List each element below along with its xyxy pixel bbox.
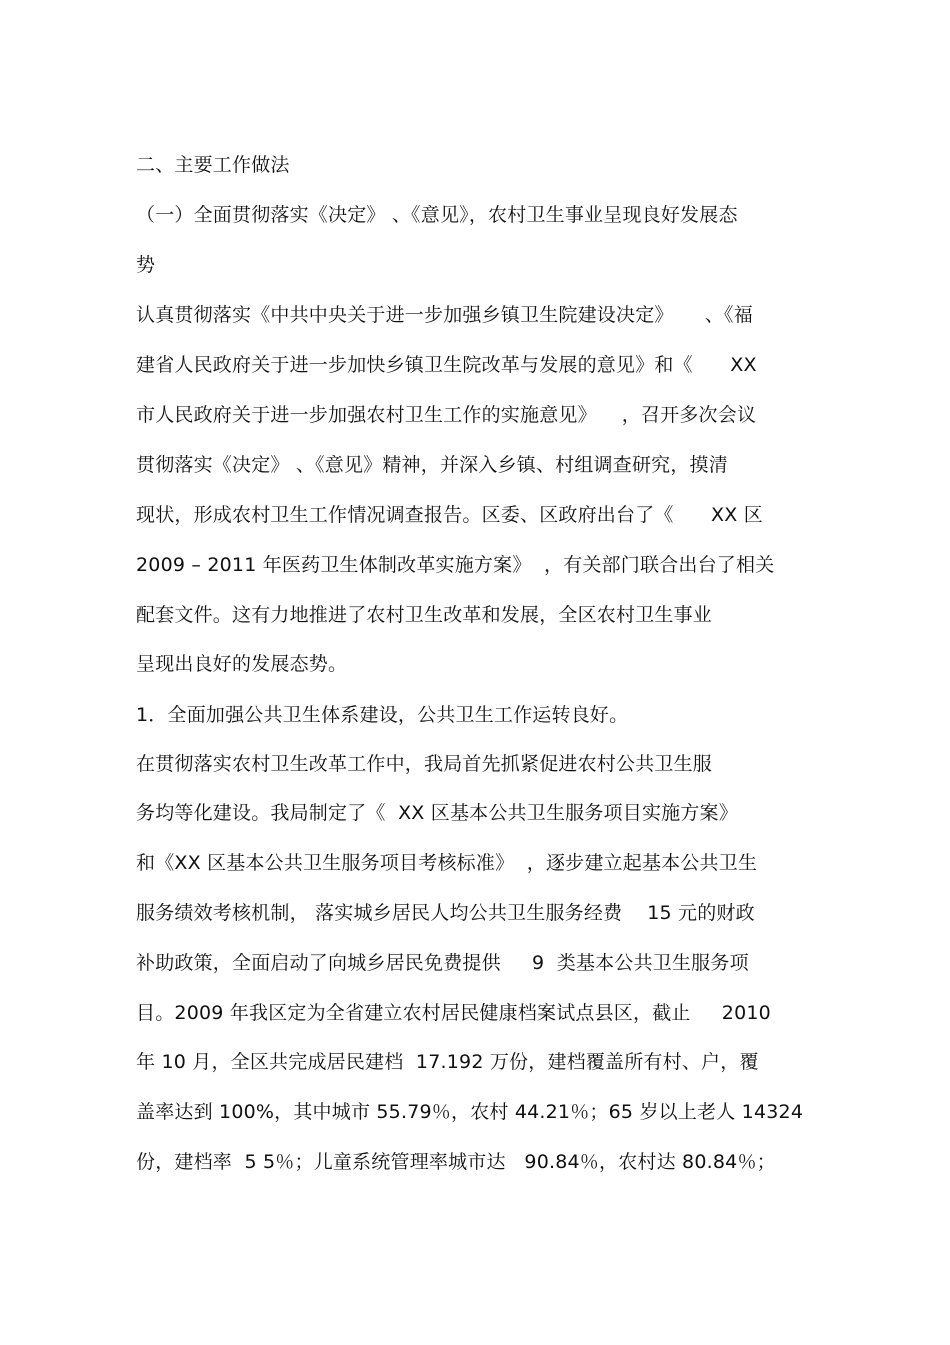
- numbered-heading: 1．全面加强公共卫生体系建设，公共卫生工作运转良好。: [136, 704, 629, 726]
- paragraph-line: 年 10 月，全区共完成居民建档 17.192 万份，建档覆盖所有村、户，覆: [136, 1051, 759, 1073]
- paragraph-line: 认真贯彻落实《中共中央关于进一步加强乡镇卫生院建设决定》 、《福: [136, 304, 753, 326]
- paragraph-line: 补助政策，全面启动了向城乡居民免费提供 9 类基本公共卫生服务项: [136, 952, 749, 974]
- paragraph-line: 务均等化建设。我局制定了《 XX 区基本公共卫生服务项目实施方案》: [136, 802, 738, 824]
- paragraph-line: 2009 – 2011 年医药卫生体制改革实施方案》 ，有关部门联合出台了相关: [136, 554, 775, 576]
- paragraph-line: 呈现出良好的发展态势。: [136, 653, 348, 675]
- section-heading: 二、主要工作做法: [136, 154, 290, 176]
- subsection-heading-continued: 势: [136, 254, 156, 276]
- paragraph-line: 目。2009 年我区定为全省建立农村居民健康档案试点县区，截止 2010: [136, 1002, 771, 1024]
- paragraph-line: 服务绩效考核机制， 落实城乡居民人均公共卫生服务经费 15 元的财政: [136, 902, 755, 924]
- paragraph-line: 和《XX 区基本公共卫生服务项目考核标准》 ，逐步建立起基本公共卫生: [136, 852, 758, 874]
- paragraph-line: 贯彻落实《决定》 、《意见》精神，并深入乡镇、村组调查研究，摸清: [136, 454, 728, 476]
- paragraph-line: 在贯彻落实农村卫生改革工作中，我局首先抓紧促进农村公共卫生服: [136, 753, 713, 775]
- paragraph-line: 建省人民政府关于进一步加快乡镇卫生院改革与发展的意见》和《 XX: [136, 354, 757, 376]
- paragraph-line: 市人民政府关于进一步加强农村卫生工作的实施意见》 ，召开多次会议: [136, 404, 757, 426]
- paragraph-line: 配套文件。这有力地推进了农村卫生改革和发展，全区农村卫生事业: [136, 604, 713, 626]
- paragraph-line: 盖率达到 100%，其中城市 55.79％，农村 44.21％；65 岁以上老人 14324: [136, 1101, 804, 1123]
- paragraph-line: 份，建档率 5 5％；儿童系统管理率城市达 90.84％，农村达 80.84％；: [136, 1151, 776, 1173]
- paragraph-line: 现状，形成农村卫生工作情况调查报告。区委、区政府出台了《 XX 区: [136, 504, 763, 526]
- subsection-heading: （一）全面贯彻落实《决定》 、《意见》，农村卫生事业呈现良好发展态: [136, 204, 738, 226]
